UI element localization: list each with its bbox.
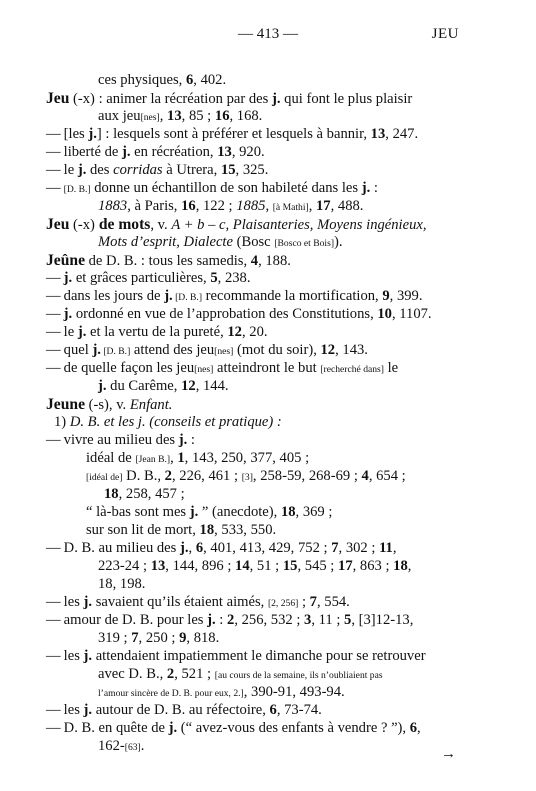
subentry: — le j. et la vertu de la pureté, 12, 20. bbox=[46, 324, 268, 340]
page-header bbox=[0, 26, 536, 46]
subentry: — les j. attendaient impatiemment le dimanche pour se retrouver bbox=[46, 648, 426, 664]
subentry-cont: avec D. B., 2, 521 ; [au cours de la semaine, ils n’oubliaient pas bbox=[98, 666, 383, 682]
subentry: — [D. B.] donne un échantillon de son habileté dans les j. : bbox=[46, 180, 378, 196]
subentry: — D. B. en quête de j. (“ avez-vous des enfants à vendre ? ”), 6, bbox=[46, 720, 421, 736]
subentry: — de quelle façon les jeu[nes] atteindront le but [recherché dans] le bbox=[46, 360, 399, 376]
subentry: — D. B. au milieu des j., 6, 401, 413, 429, 752 ; 7, 302 ; 11, bbox=[46, 540, 397, 556]
running-head: JEU bbox=[431, 26, 459, 42]
entry-jeu-de-mots: Jeu (-x) de mots, v. A + b – c, Plaisanteries, Moyens ingénieux, bbox=[46, 216, 427, 233]
entry-jeune-s: Jeune (-s), v. Enfant. bbox=[46, 396, 173, 413]
subentry: — le j. des corridas à Utrera, 15, 325. bbox=[46, 162, 269, 178]
sub-subentry: “ là-bas sont mes j. ” (anecdote), 18, 369 ; bbox=[86, 504, 333, 520]
continuation-line: ces physiques, 6, 402. bbox=[98, 72, 227, 88]
subentry-cont: j. du Carême, 12, 144. bbox=[98, 378, 229, 394]
page-number: — 413 — bbox=[238, 26, 298, 42]
continue-arrow-icon: → bbox=[441, 746, 456, 762]
subentry: — j. ordonné en vue de l’approbation des Constitutions, 10, 1107. bbox=[46, 306, 432, 322]
subentry: — amour de D. B. pour les j. : 2, 256, 532 ; 3, 11 ; 5, [3]12-13, bbox=[46, 612, 414, 628]
subentry: — quel j. [D. B.] attend des jeu[nes] (mot du soir), 12, 143. bbox=[46, 342, 368, 358]
subentry-cont: l’amour sincère de D. B. pour eux, 2.], 390-91, 493-94. bbox=[98, 684, 345, 700]
subentry: — dans les jours de j. [D. B.] recommande la mortification, 9, 399. bbox=[46, 288, 423, 304]
sub-subentry-cont: 18, 258, 457 ; bbox=[104, 486, 185, 502]
subentry-cont: 18, 198. bbox=[98, 576, 146, 592]
subentry-cont: 1883, à Paris, 16, 122 ; 1885, [à Mathi], 17, 488. bbox=[98, 198, 364, 214]
subentry-cont: 223-24 ; 13, 144, 896 ; 14, 51 ; 15, 545 ; 17, 863 ; 18, bbox=[98, 558, 412, 574]
entry-jeu-cont: aux jeu[nes], 13, 85 ; 16, 168. bbox=[98, 108, 263, 124]
entry-jeu: Jeu (-x) : animer la récréation par des j. qui font le plus plaisir bbox=[46, 90, 413, 107]
entry-jeune: Jeûne de D. B. : tous les samedis, 4, 188. bbox=[46, 252, 291, 269]
sub-subentry: sur son lit de mort, 18, 533, 550. bbox=[86, 522, 277, 538]
sub-subentry: [idéal de] D. B., 2, 226, 461 ; [3], 258-59, 268-69 ; 4, 654 ; bbox=[86, 468, 406, 484]
subentry-cont: 162-[63]. bbox=[98, 738, 145, 754]
section-heading: 1) D. B. et les j. (conseils et pratique) : bbox=[54, 414, 282, 430]
subentry: — [les j.] : lesquels sont à préférer et lesquels à bannir, 13, 247. bbox=[46, 126, 419, 142]
sub-subentry: idéal de [Jean B.], 1, 143, 250, 377, 405 ; bbox=[86, 450, 310, 466]
subentry: — liberté de j. en récréation, 13, 920. bbox=[46, 144, 265, 160]
subentry: — vivre au milieu des j. : bbox=[46, 432, 195, 448]
subentry: — j. et grâces particulières, 5, 238. bbox=[46, 270, 251, 286]
subentry: — les j. savaient qu’ils étaient aimés, [2, 256] ; 7, 554. bbox=[46, 594, 350, 610]
subentry: — les j. autour de D. B. au réfectoire, 6, 73-74. bbox=[46, 702, 322, 718]
entry-jeu-de-mots-cont: Mots d’esprit, Dialecte (Bosc [Bosco et Bois]). bbox=[98, 234, 343, 250]
subentry-cont: 319 ; 7, 250 ; 9, 818. bbox=[98, 630, 220, 646]
